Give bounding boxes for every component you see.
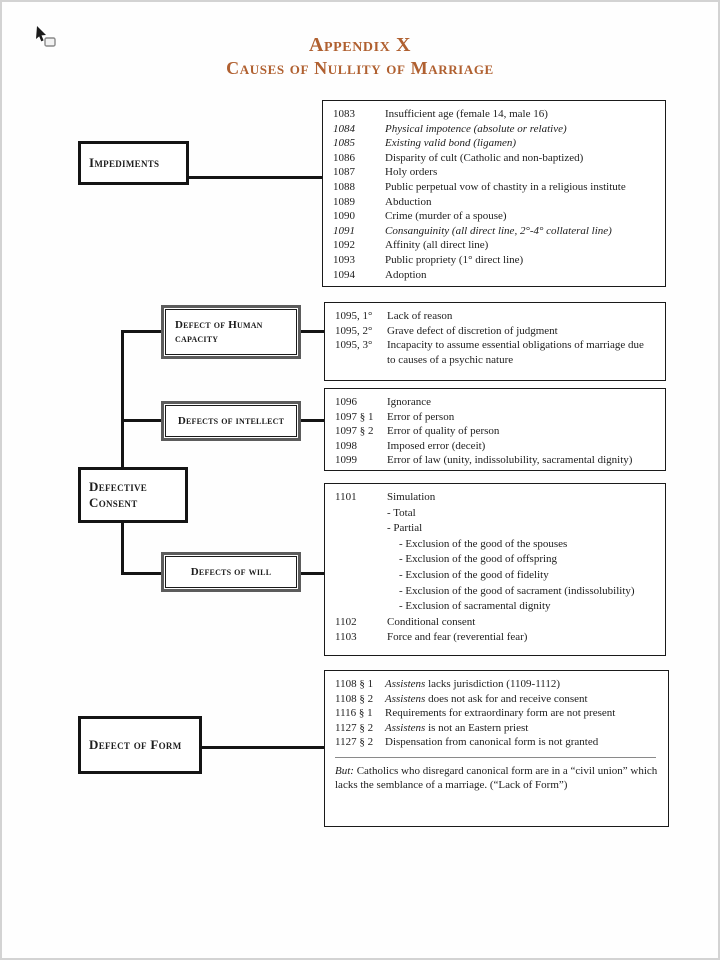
connector-will-right <box>301 572 324 575</box>
connector-capacity-left <box>123 330 161 333</box>
list-item: 1090 Crime (murder of a spouse) <box>333 210 507 223</box>
human-capacity-box <box>165 309 297 355</box>
list-item: - Total <box>387 506 416 519</box>
list-item: 1095, 1° Lack of reason <box>335 310 453 322</box>
list-item: - Exclusion of the good of the spouses <box>399 537 568 550</box>
impediments-list-box <box>322 100 666 287</box>
list-item: 1127 § 2 Assistens is not an Eastern priest <box>335 721 529 734</box>
list-item: 1116 § 1 Requirements for extraordinary form are not present <box>335 707 616 720</box>
page-subtitle: Causes of Nullity of Marriage <box>226 58 494 78</box>
list-item: 1108 § 2 Assistens does not ask for and receive consent <box>335 692 588 705</box>
list-item: 1098 Imposed error (deceit) <box>335 439 486 452</box>
connector-trunk-top <box>121 330 124 467</box>
human-capacity-list-box <box>324 302 666 381</box>
impediments-box <box>78 141 189 185</box>
connector-intellect-left <box>123 419 161 422</box>
list-item: 1087 Holy orders <box>333 166 438 179</box>
list-item: 1095, 3° Incapacity to assume essential obligations of marriage due <box>335 339 644 352</box>
list-item: 1108 § 1 Assistens lacks jurisdiction (1109-1112) <box>335 678 561 690</box>
list-item: - Exclusion of sacramental dignity <box>399 600 551 613</box>
list-item: 1097 § 1 Error of person <box>335 410 455 423</box>
form-note-prefix: But: <box>335 764 354 777</box>
form-items <box>335 677 662 750</box>
list-item: 1097 § 2 Error of quality of person <box>335 425 500 438</box>
connector-intellect-right <box>301 419 324 422</box>
list-item: - Exclusion of the good of offspring <box>399 553 558 566</box>
list-item: 1096 Ignorance <box>335 396 431 408</box>
list-item: 1084 Physical impotence (absolute or relative) <box>333 122 567 135</box>
list-item: 1088 Public perpetual vow of chastity in a religious institute <box>333 180 626 193</box>
list-item: 1127 § 2 Dispensation from canonical form is not granted <box>335 736 599 749</box>
list-item: 1085 Existing valid bond (ligamen) <box>333 137 517 150</box>
list-item: 1089 Abduction <box>333 195 432 208</box>
impediments-label: Impediments <box>89 154 160 170</box>
page-title: Appendix X <box>308 34 412 56</box>
defective-consent-label: Defective Consent <box>89 478 148 510</box>
list-item: 1091 Consanguinity (all direct line, 2°-4° collateral line) <box>333 224 612 237</box>
connector-trunk-bottom <box>121 523 124 575</box>
list-item: 1092 Affinity (all direct line) <box>333 239 489 252</box>
connector-capacity-right <box>301 330 324 333</box>
human-capacity-label: Defect of Human capacity <box>175 318 263 345</box>
form-divider <box>335 757 656 758</box>
connector-will-left <box>123 572 161 575</box>
form-note-text: Catholics who disregard canonical form are in a “civil union” which lacks the semblance of a marriage. (“Lack of Form”) <box>335 764 658 792</box>
will-label: Defects of will <box>190 565 272 578</box>
list-item: to causes of a psychic nature <box>387 353 514 366</box>
list-item: 1095, 2° Grave defect of discretion of judgment <box>335 324 558 337</box>
intellect-box <box>165 405 297 437</box>
list-item: 1102 Conditional consent <box>335 615 476 628</box>
defective-consent-box <box>78 467 188 523</box>
connector-form <box>202 746 324 749</box>
list-item: - Partial <box>387 522 423 535</box>
list-item: 1103 Force and fear (reverential fear) <box>335 631 528 644</box>
defect-of-form-box <box>78 716 202 774</box>
list-item: 1094 Adoption <box>333 268 427 281</box>
list-item: - Exclusion of the good of sacrament (indissolubility) <box>399 584 635 597</box>
list-item: 1101 Simulation <box>335 491 436 503</box>
list-item: 1086 Disparity of cult (Catholic and non-baptized) <box>333 151 584 164</box>
will-box <box>165 556 297 588</box>
will-list-box <box>324 483 666 656</box>
list-item: 1099 Error of law (unity, indissolubility, sacramental dignity) <box>335 454 633 467</box>
form-list-box <box>324 670 669 827</box>
intellect-list-box <box>324 388 666 471</box>
intellect-label: Defects of intellect <box>177 414 285 427</box>
list-item: 1093 Public propriety (1° direct line) <box>333 253 524 266</box>
connector-impediments <box>189 176 322 179</box>
list-item: - Exclusion of the good of fidelity <box>399 568 549 581</box>
list-item: 1083 Insufficient age (female 14, male 16) <box>333 108 548 120</box>
defect-of-form-label: Defect of Form <box>89 736 182 752</box>
form-note <box>335 764 662 793</box>
